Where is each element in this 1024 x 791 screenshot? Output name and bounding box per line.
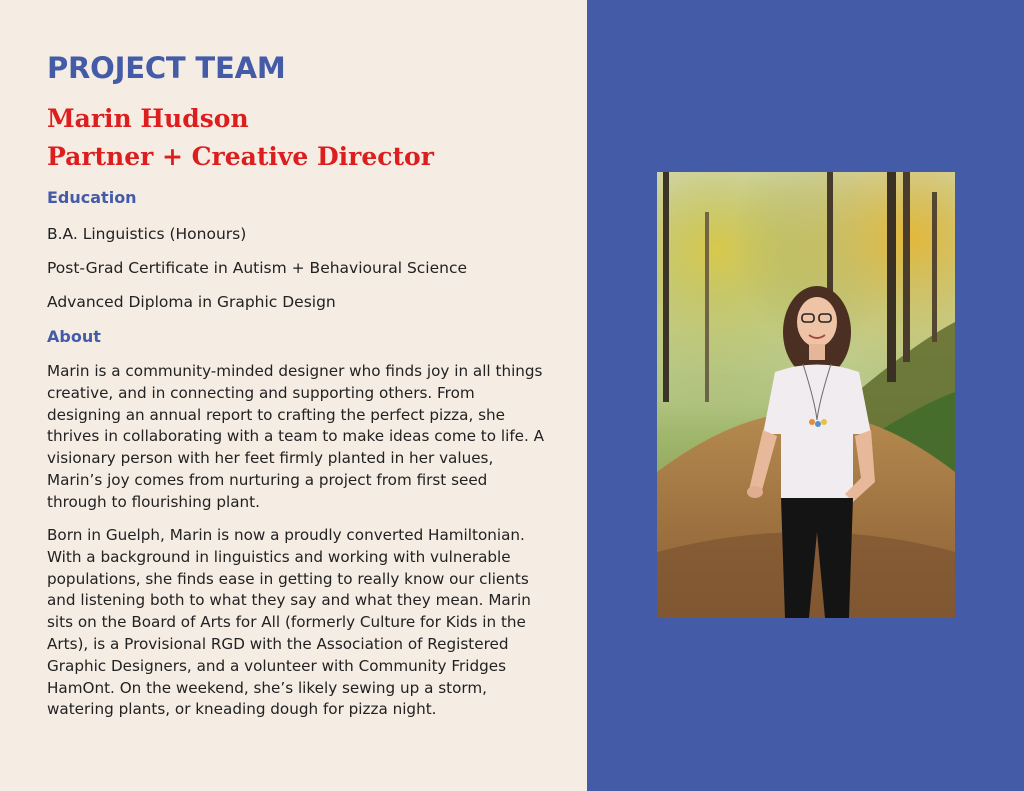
paragraph-line: Marin’s joy comes from nurturing a project from first seed xyxy=(47,470,488,489)
person-name: Marin Hudson xyxy=(47,104,249,133)
about-paragraph-1 xyxy=(47,361,547,514)
paragraph-line: Arts), is a Provisional RGD with the Association of Registered xyxy=(47,634,509,653)
about-heading: About xyxy=(47,327,101,346)
page-title: PROJECT TEAM xyxy=(47,51,286,85)
education-item: B.A. Linguistics (Honours) xyxy=(47,225,247,243)
paragraph-line: watering plants, or kneading dough for pizza night. xyxy=(47,700,437,719)
education-heading: Education xyxy=(47,188,137,207)
paragraph-line: designing an annual report to crafting the perfect pizza, she xyxy=(47,405,505,424)
person-role: Partner + Creative Director xyxy=(47,142,434,171)
education-item: Post-Grad Certificate in Autism + Behavioural Science xyxy=(47,259,468,277)
paragraph-line: through to flourishing plant. xyxy=(47,492,260,511)
portrait-photo xyxy=(657,172,955,618)
paragraph-line: and listening both to what they say and what they mean. Marin xyxy=(47,591,531,610)
education-item: Advanced Diploma in Graphic Design xyxy=(47,293,336,311)
paragraph-line: Marin is a community-minded designer who finds joy in all things xyxy=(47,362,543,380)
paragraph-line: Graphic Designers, and a volunteer with Community Fridges xyxy=(47,656,506,675)
paragraph-line: HamOnt. On the weekend, she’s likely sewing up a storm, xyxy=(47,678,487,697)
paragraph-line: populations, she finds ease in getting to really know our clients xyxy=(47,569,529,588)
paragraph-line: With a background in linguistics and working with vulnerable xyxy=(47,547,511,566)
about-paragraph-2 xyxy=(47,525,547,721)
paragraph-line: Born in Guelph, Marin is now a proudly converted Hamiltonian. xyxy=(47,526,525,544)
paragraph-line: creative, and in connecting and supporting others. From xyxy=(47,383,475,402)
paragraph-line: visionary person with her feet firmly planted in her values, xyxy=(47,449,494,468)
paragraph-line: thrives in collaborating with a team to make ideas come to life. A xyxy=(47,427,545,446)
paragraph-line: sits on the Board of Arts for All (formerly Culture for Kids in the xyxy=(47,613,526,632)
